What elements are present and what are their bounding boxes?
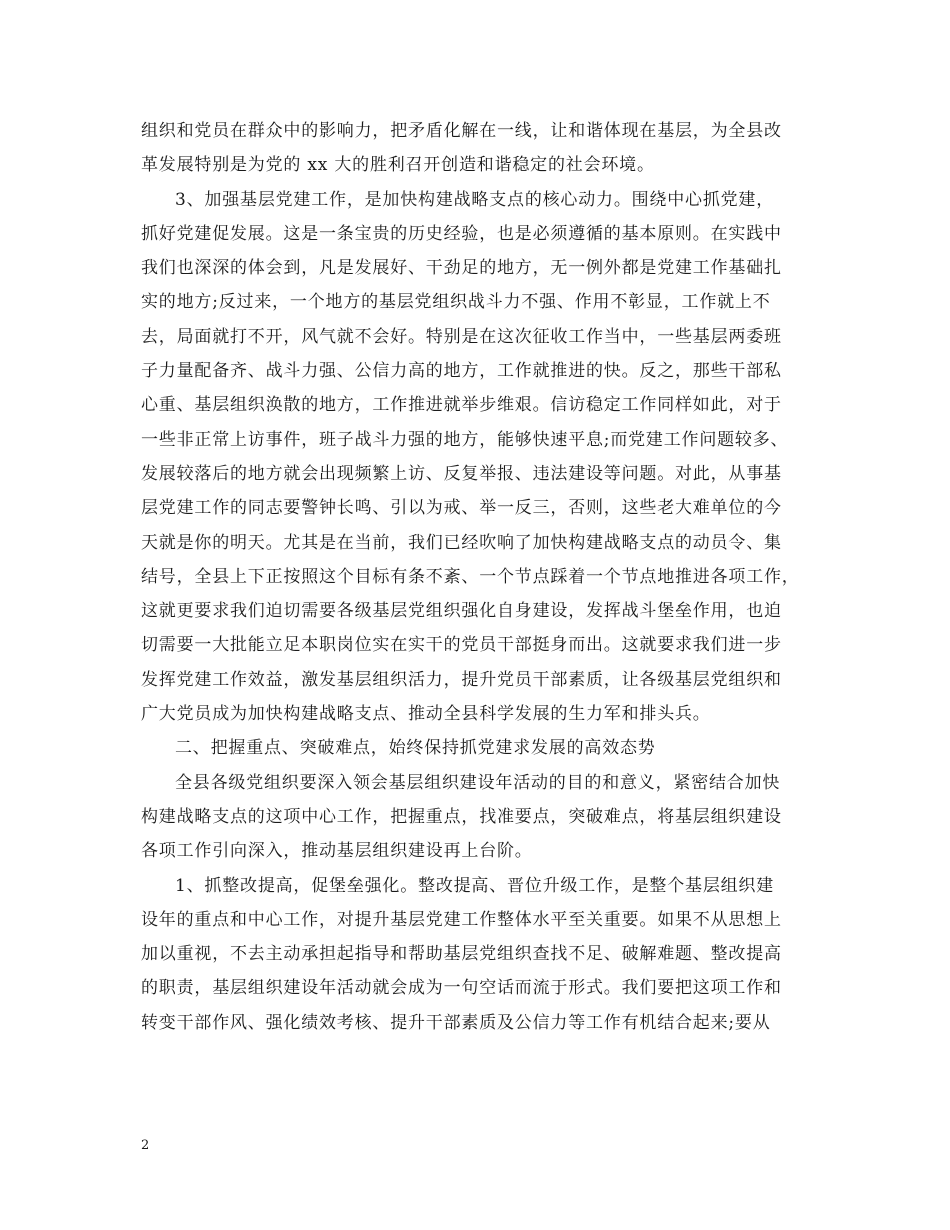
text-line: 子力量配备齐、战斗力强、公信力高的地方，工作就推进的快。反之，那些干部私 — [141, 361, 782, 382]
text-line: 各项工作引向深入，推动基层组织建设再上台阶。 — [141, 841, 533, 862]
text-line: 组织和党员在群众中的影响力，把矛盾化解在一线，让和谐体现在基层，为全县改 — [141, 121, 782, 141]
text-line: 发展较落后的地方就会出现频繁上访、反复举报、违法建设等问题。对此，从事基 — [141, 463, 782, 484]
text-line: 这就更要求我们迫切需要各级基层党组织强化自身建设，发挥战斗堡垒作用，也迫 — [141, 601, 782, 622]
text-line: 设年的重点和中心工作，对提升基层党建工作整体水平至关重要。如果不从思想上 — [141, 909, 782, 930]
text-line: 构建战略支点的这项中心工作，把握重点，找准要点，突破难点，将基层组织建设 — [141, 806, 782, 827]
text-line: 加以重视，不去主动承担起指导和帮助基层党组织查找不足、破解难题、整改提高 — [141, 944, 782, 965]
text-line: 转变干部作风、强化绩效考核、提升干部素质及公信力等工作有机结合起来;要从 — [141, 1012, 771, 1033]
text-line: 实的地方;反过来，一个地方的基层党组织战斗力不强、作用不彰显，工作就上不 — [141, 292, 771, 313]
text-line: 去，局面就打不开，风气就不会好。特别是在这次征收工作当中，一些基层两委班 — [141, 326, 782, 347]
text-line: 广大党员成为加快构建战略支点、推动全县科学发展的生力军和排头兵。 — [141, 704, 711, 725]
text-line: 天就是你的明天。尤其是在当前，我们已经吹响了加快构建战略支点的动员令、集 — [141, 532, 782, 553]
text-line: 切需要一大批能立足本职岗位实在实干的党员干部挺身而出。这就要求我们进一步 — [141, 635, 782, 656]
text-line: 我们也深深的体会到，凡是发展好、干劲足的地方，无一例外都是党建工作基础扎 — [141, 258, 782, 279]
paragraph-first-line: 二、把握重点、突破难点，始终保持抓党建求发展的高效态势 — [175, 738, 656, 759]
text-line: 层党建工作的同志要警钟长鸣、引以为戒、举一反三，否则，这些老大难单位的今 — [141, 498, 782, 519]
paragraph-first-line: 全县各级党组织要深入领会基层组织建设年活动的目的和意义，紧密结合加快 — [175, 772, 781, 793]
text-line: 的职责，基层组织建设年活动就会成为一句空话而流于形式。我们要把这项工作和 — [141, 978, 782, 999]
text-line: 一些非正常上访事件，班子战斗力强的地方，能够快速平息;而党建工作问题较多、 — [141, 429, 789, 450]
document-body — [141, 114, 826, 1040]
text-line: 发挥党建工作效益，激发基层组织活力，提升党员干部素质，让各级基层党组织和 — [141, 669, 782, 690]
paragraph-first-line: 1、抓整改提高，促堡垒强化。整改提高、晋位升级工作，是整个基层组织建 — [175, 875, 775, 896]
paragraph-first-line: 3、加强基层党建工作，是加快构建战略支点的核心动力。围绕中心抓党建， — [175, 189, 775, 210]
text-line: 革发展特别是为党的 xx 大的胜利召开创造和谐稳定的社会环境。 — [141, 155, 655, 176]
text-line: 结号，全县上下正按照这个目标有条不紊、一个节点踩着一个节点地推进各项工作， — [141, 566, 800, 587]
text-line: 抓好党建促发展。这是一条宝贵的历史经验，也是必须遵循的基本原则。在实践中 — [141, 223, 782, 244]
text-line: 心重、基层组织涣散的地方，工作推进就举步维艰。信访稳定工作同样如此，对于 — [141, 395, 782, 416]
page-number: 2 — [141, 1138, 150, 1153]
